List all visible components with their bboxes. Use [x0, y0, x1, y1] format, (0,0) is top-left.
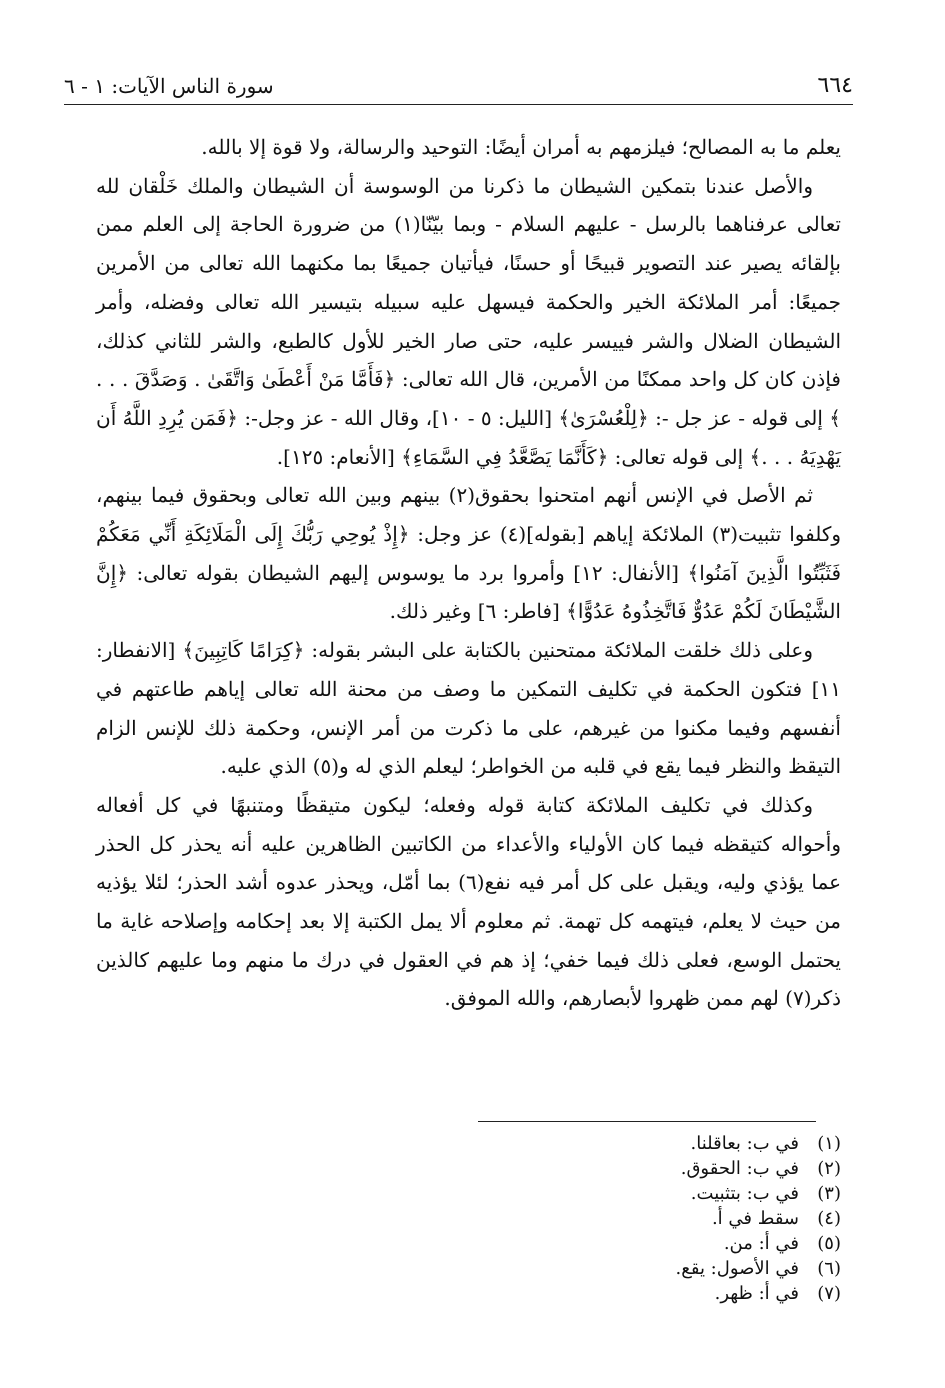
page-header: [64, 60, 853, 105]
footnote-number: (٤): [817, 1208, 841, 1229]
footnote-text: في ب: بعاقلنا.: [690, 1133, 799, 1154]
footnote-item: [676, 1281, 841, 1306]
page-number: ٦٦٤: [817, 73, 853, 98]
footnote-text: في الأصول: يقع.: [675, 1258, 799, 1279]
paragraph: يعلم ما به المصالح؛ فيلزمهم به أمران أيضًا: التوحيد والرسالة، ولا قوة إلا بالله.: [201, 135, 841, 159]
footnote-number: (٦): [817, 1258, 841, 1279]
footnotes: [676, 1131, 841, 1306]
footnote-item: [676, 1206, 841, 1231]
footnote-number: (١): [817, 1133, 841, 1154]
footnote-number: (٣): [817, 1183, 841, 1204]
footnote-divider: [478, 1121, 816, 1122]
footnote-number: (٧): [817, 1283, 841, 1304]
paragraph: وعلى ذلك خلقت الملائكة ممتحنين بالكتابة على البشر بقوله: ﴿كِرَامًا كَاتِبِينَ﴾ [الانفطار: ١١] فتكون الحكمة في تكليف التمكين ما وصف من محنة الله تعالى إياهم طاعتهم في أنفسهم وفيما مكنوا من غيرهم، على ما ذكرت من أمر الإنس، وحكمة ذلك للإنس الزام التيقظ والنظر فيما يقع في قلبه من الخواطر؛ ليعلم الذي له و(٥) الذي عليه.: [96, 638, 841, 779]
footnote-number: (٢): [817, 1158, 841, 1179]
footnote-text: في أ: ظهر.: [714, 1283, 799, 1304]
paragraph: والأصل عندنا بتمكين الشيطان ما ذكرنا من الوسوسة أن الشيطان والملك خَلْقان لله تعالى عرفناهما بالرسل - عليهم السلام - وبما بيّنّا(١) من ضرورة الحاجة إلى العلم ممن بإلقائه يصير عند التصوير قبيحًا أو حسنًا، فيأتيان جميعًا بما مكنهما الله تعالى من الأمرين جميعًا: أمر الملائكة الخير والحكمة فيسهل عليه سبيله بتيسير الله تعالى وفضله، وأمر الشيطان الضلال والشر فييسر عليه، حتى صار الخير للأول كالطبع، والشر للثاني كذلك، فإذن كان كل واحد ممكنًا من الأمرين، قال الله تعالى: ﴿فَأَمَّا مَنْ أَعْطَىٰ وَاتَّقَىٰ . وَصَدَّقَ . . . ﴾ إلى قوله - عز جل -: ﴿لِلْعُسْرَىٰ﴾ [الليل: ٥ - ١٠]، وقال الله - عز وجل-: ﴿فَمَن يُرِدِ اللَّهُ أَن يَهْدِيَهُ . . .﴾ إلى قوله تعالى: ﴿كَأَنَّمَا يَصَّعَّدُ فِي السَّمَاءِ﴾ [الأنعام: ١٢٥].: [96, 173, 841, 469]
paragraph: وكذلك في تكليف الملائكة كتابة قوله وفعله؛ ليكون متيقظًا ومتنبهًا في كل أفعاله وأحواله كتيقظه فيما كان الأولياء والأعداء من الكاتبين الظاهرين عليه أنه يحذر كل الحذر عما يؤذي وليه، ويقبل على كل أمر فيه نفع(٦) بما أمّل، ويحذر عدوه أشد الحذر؛ لئلا يؤذيه من حيث لا يعلم، فيتهمه كل تهمة. ثم معلوم ألا يمل الكتبة إلا بعد إحكامه وإصلاحه غاية ما يحتمل الوسع، فعلى ذلك فيما خفي؛ إذ هم في العقول في درك ما منهم وما عليهم كالذين ذكر(٧) لهم ممن ظهروا لأبصارهم، والله الموفق.: [96, 792, 842, 1011]
footnote-item: [676, 1156, 841, 1181]
footnote-text: في ب: بتثبيت.: [690, 1183, 799, 1204]
paragraph: ثم الأصل في الإنس أنهم امتحنوا بحقوق(٢) بينهم وبين الله تعالى وبحقوق فيما بينهم، وكلفوا تثبيت(٣) الملائكة إياهم [بقوله](٤) عز وجل: ﴿إِذْ يُوحِي رَبُّكَ إِلَى الْمَلَائِكَةِ أَنِّي مَعَكُمْ فَثَبِّتُوا الَّذِينَ آمَنُوا﴾ [الأنفال: ١٢] وأمروا برد ما يوسوس إليهم الشيطان بقوله تعالى: ﴿إِنَّ الشَّيْطَانَ لَكُمْ عَدُوٌّ فَاتَّخِذُوهُ عَدُوًّا﴾ [فاطر: ٦] وغير ذلك.: [96, 483, 841, 624]
footnote-text: سقط في أ.: [711, 1208, 799, 1229]
footnote-text: في ب: الحقوق.: [680, 1158, 799, 1179]
footnote-item: [676, 1231, 841, 1256]
footnote-number: (٥): [817, 1233, 841, 1254]
footnote-item: [676, 1256, 841, 1281]
footnote-item: [676, 1181, 841, 1206]
running-title: سورة الناس الآيات: ١ - ٦: [64, 74, 274, 98]
footnote-item: [676, 1131, 841, 1156]
footnote-text: في أ: من.: [723, 1233, 799, 1254]
main-text: [96, 128, 841, 1018]
